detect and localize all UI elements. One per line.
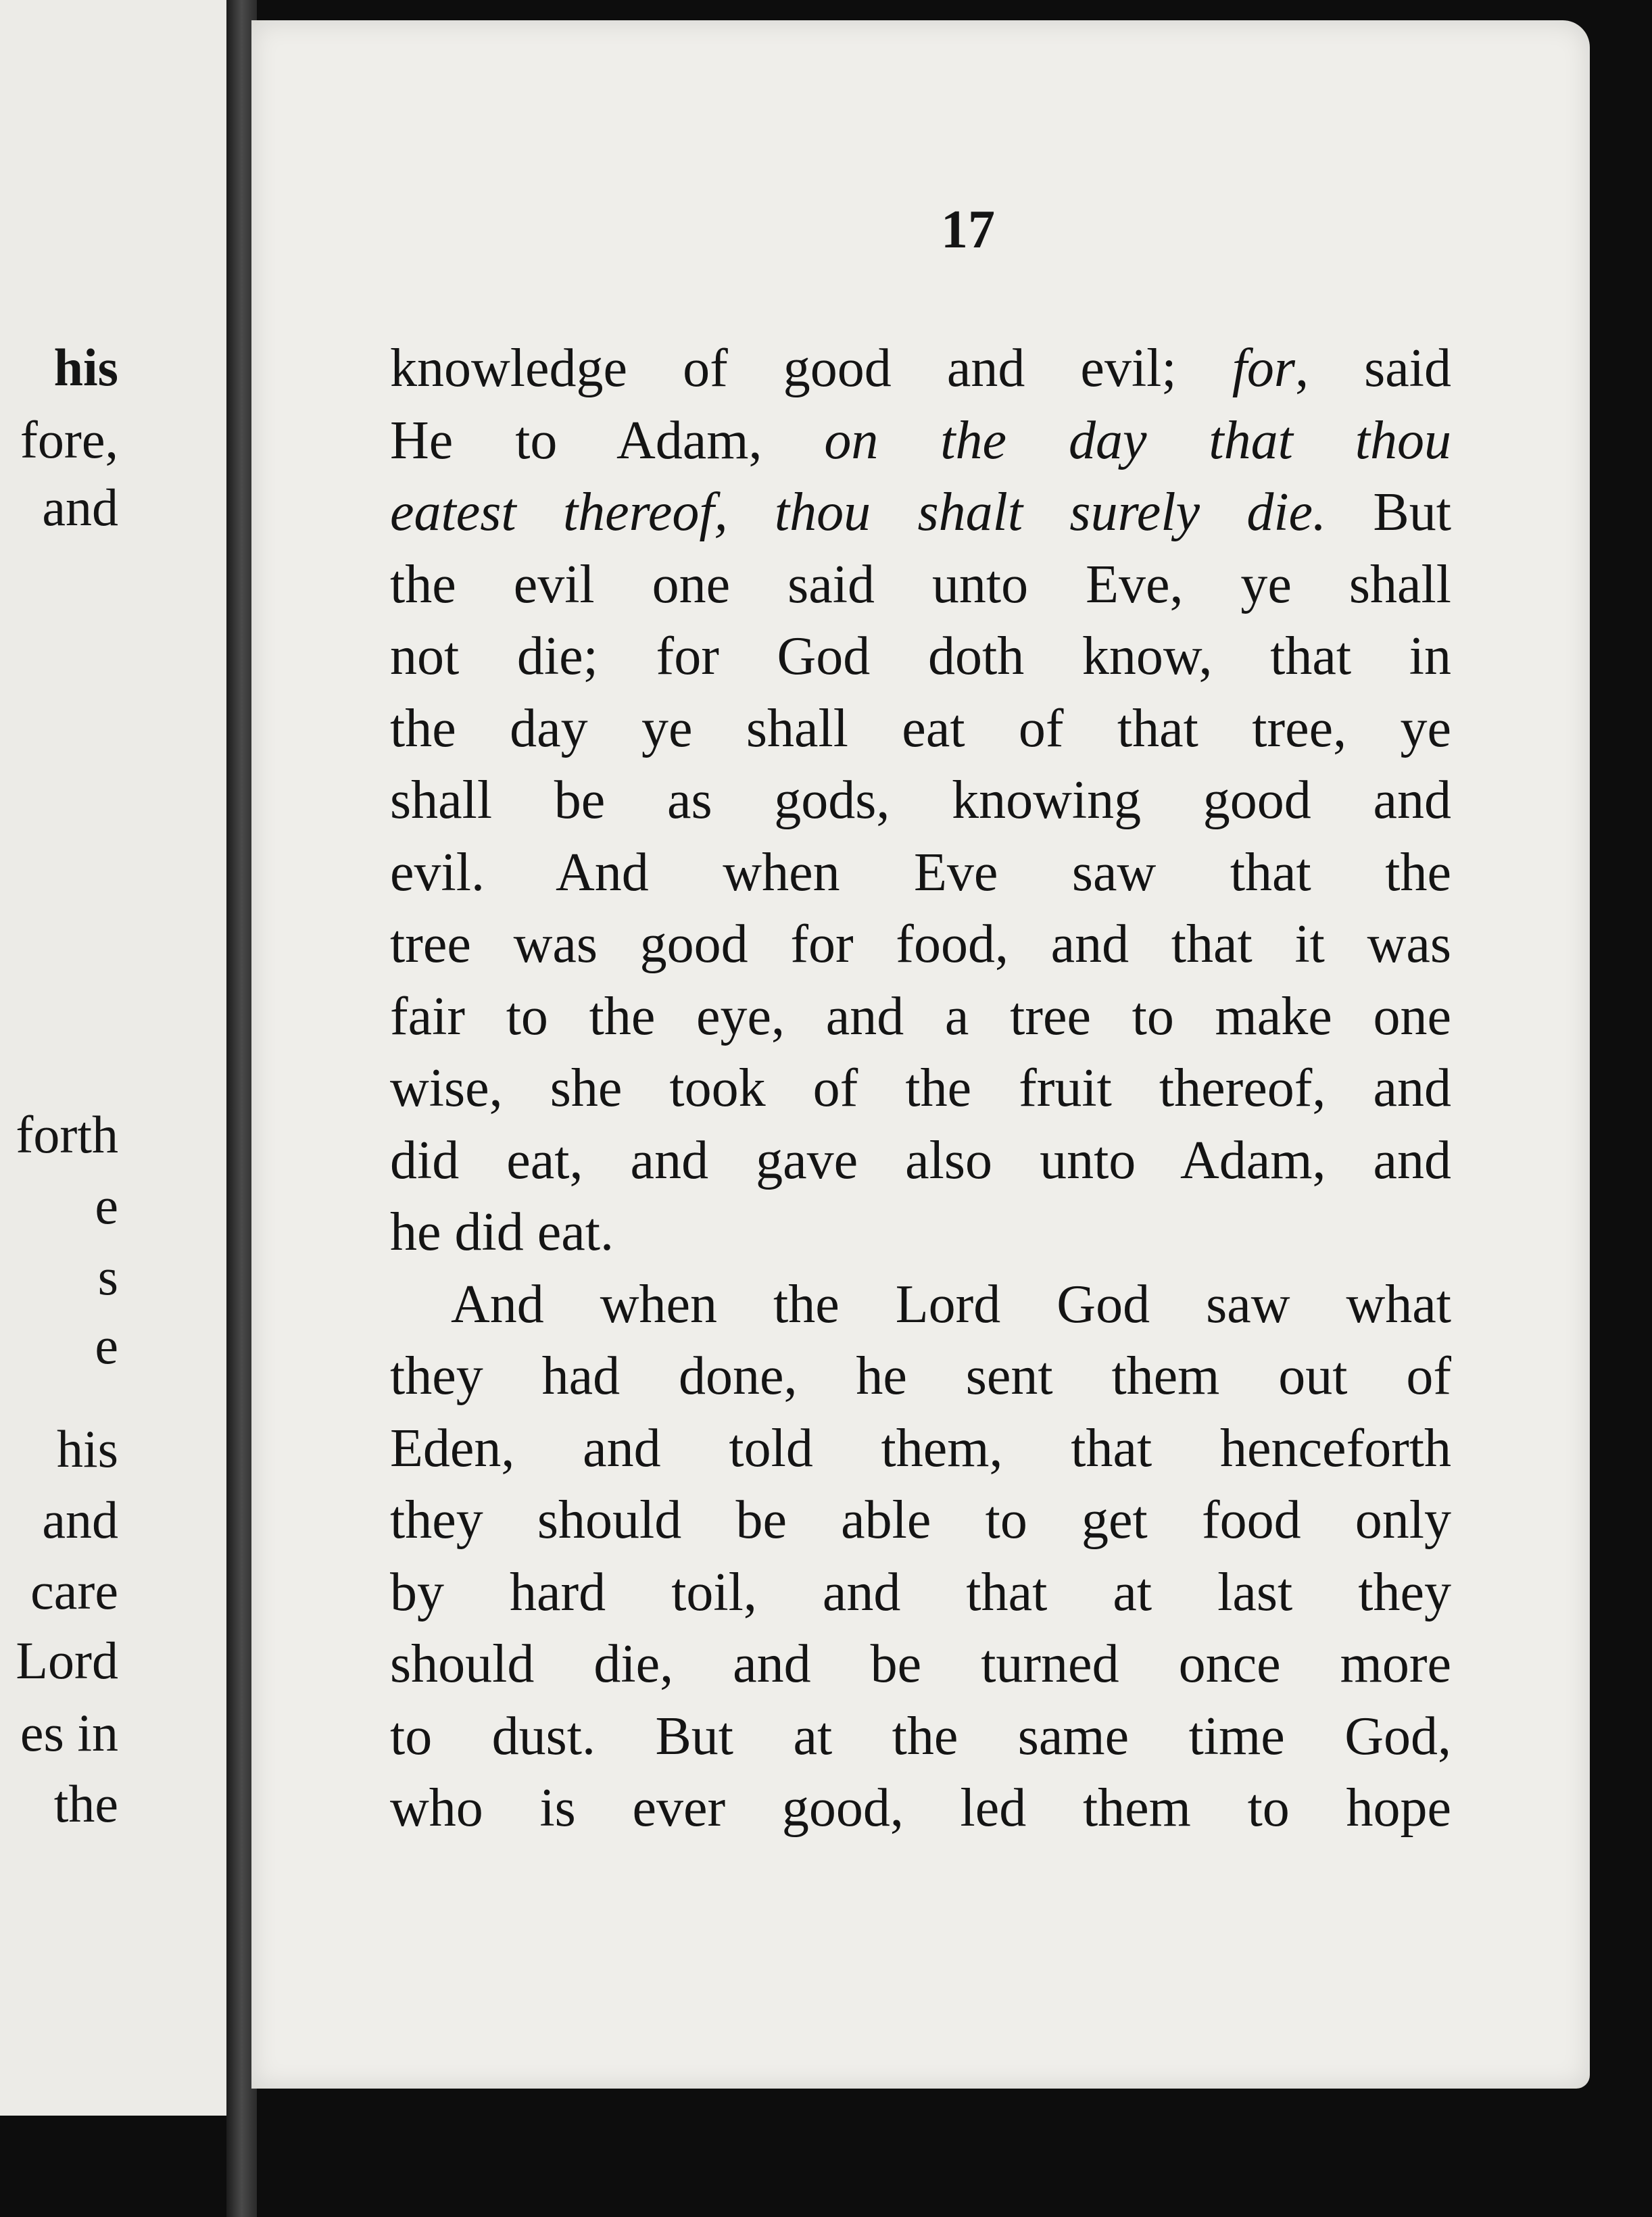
text-line: And when the Lord God saw what <box>451 1274 1451 1334</box>
text-run: , said <box>1295 339 1451 398</box>
left-fragment: e <box>95 1316 118 1375</box>
text-line: fair to the eye, and a tree to make one <box>390 986 1451 1046</box>
text-line: the evil one said unto Eve, ye shall <box>390 554 1451 614</box>
left-fragment: es in <box>20 1703 118 1762</box>
italic-text-run: for <box>1232 339 1296 398</box>
left-fragment: and <box>42 478 118 537</box>
left-fragment: forth <box>16 1105 118 1164</box>
left-fragment: the <box>53 1774 118 1833</box>
page-body-text <box>390 333 1451 1845</box>
text-line: they should be able to get food only <box>390 1490 1451 1550</box>
italic-text-run: eatest thereof, thou shalt surely die. <box>390 483 1327 542</box>
text-line: Eden, and told them, that henceforth <box>390 1418 1451 1478</box>
right-page <box>251 20 1590 2089</box>
left-fragment: care <box>30 1561 118 1620</box>
text-line: he did eat. <box>390 1202 614 1262</box>
left-fragment: Lord <box>16 1631 118 1690</box>
text-line: should die, and be turned once more <box>390 1634 1451 1694</box>
text-line <box>390 477 1451 549</box>
text-line <box>390 333 1451 405</box>
left-fragment: e <box>95 1176 118 1235</box>
left-page-text-fragments <box>0 0 226 2116</box>
left-facing-page <box>0 0 241 2116</box>
text-line: not die; for God doth know, that in <box>390 627 1451 686</box>
page-number: 17 <box>941 200 995 260</box>
text-line: the day ye shall eat of that tree, ye <box>390 698 1451 758</box>
text-line: to dust. But at the same time God, <box>390 1706 1451 1766</box>
text-line: by hard toil, and that at last they <box>390 1562 1451 1622</box>
text-line: tree was good for food, and that it was <box>390 915 1451 974</box>
left-fragment: his <box>53 338 118 397</box>
italic-text-run: on the day that thou <box>824 410 1451 470</box>
text-line: did eat, and gave also unto Adam, and <box>390 1130 1451 1190</box>
text-run: He to Adam, <box>390 410 825 470</box>
text-line: evil. And when Eve saw that the <box>390 842 1451 902</box>
text-line: they had done, he sent them out of <box>390 1346 1451 1406</box>
text-line: wise, she took of the fruit thereof, and <box>390 1058 1451 1118</box>
text-line: shall be as gods, knowing good and <box>390 771 1451 830</box>
text-run: knowledge of good and evil; <box>390 339 1232 398</box>
text-line: who is ever good, led them to hope <box>390 1778 1451 1838</box>
left-fragment: and <box>42 1490 118 1549</box>
text-run: But <box>1326 483 1451 542</box>
text-line <box>390 405 1451 477</box>
left-fragment: fore, <box>20 410 118 469</box>
left-fragment: his <box>56 1419 118 1478</box>
left-fragment: s <box>97 1247 118 1306</box>
